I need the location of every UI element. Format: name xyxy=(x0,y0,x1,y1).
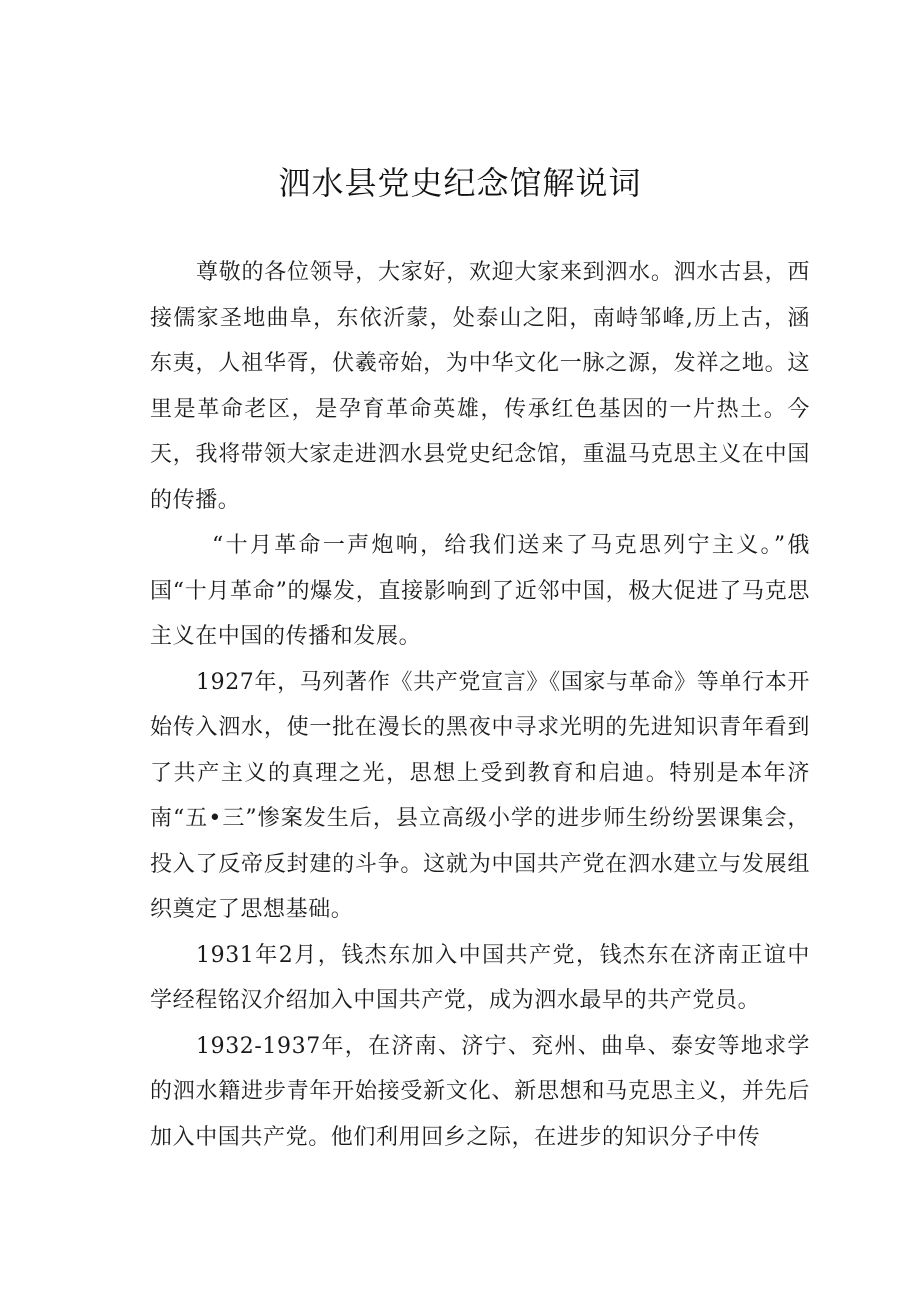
paragraph-october-revolution: “十月革命一声炮响，给我们送来了马克思列宁主义。”俄国“十月革命”的爆发，直接影响到了近邻中国，极大促进了马克思主义在中国的传播和发展。 xyxy=(150,533,810,649)
document-body xyxy=(150,250,810,1160)
page-title: 泗水县党史纪念馆解说词 xyxy=(278,164,642,202)
paragraph-1927: 1927年，马列著作《共产党宣言》《国家与革命》等单行本开始传入泗水，使一批在漫长的黑夜中寻求光明的先进知识青年看到了共产主义的真理之光，思想上受到教育和启迪。特别是本年济南“五•三”惨案发生后，县立高级小学的进步师生纷纷罢课集会，投入了反帝反封建的斗争。这就为中国共产党在泗水建立与发展组织奠定了思想基础。 xyxy=(150,669,810,922)
paragraph-welcome: 尊敬的各位领导，大家好，欢迎大家来到泗水。泗水古县，西接儒家圣地曲阜，东依沂蒙，处泰山之阳，南峙邹峰,历上古，涵东夷，人祖华胥，伏羲帝始，为中华文化一脉之源，发祥之地。这里是革命老区，是孕育革命英雄，传承红色基因的一片热土。今天，我将带领大家走进泗水县党史纪念馆，重温马克思主义在中国的传播。 xyxy=(150,260,810,513)
paragraph-1932-1937: 1932-1937年，在济南、济宁、兖州、曲阜、泰安等地求学的泗水籍进步青年开始接受新文化、新思想和马克思主义，并先后加入中国共产党。他们利用回乡之际，在进步的知识分子中传 xyxy=(150,1033,810,1150)
paragraph-1931: 1931年2月，钱杰东加入中国共产党，钱杰东在济南正谊中学经程铭汉介绍加入中国共产党，成为泗水最早的共产党员。 xyxy=(150,942,810,1013)
